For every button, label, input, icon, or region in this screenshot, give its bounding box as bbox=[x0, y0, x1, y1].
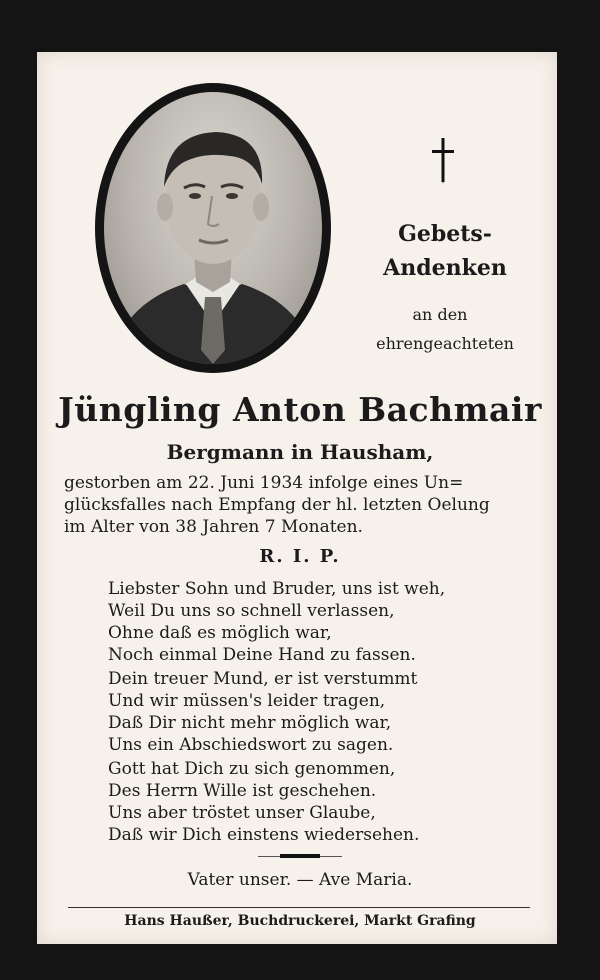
heading-andenken: Andenken bbox=[383, 255, 507, 281]
occupation-line: Bergmann in Hausham, bbox=[166, 440, 434, 464]
memorial-portrait bbox=[104, 92, 322, 364]
verse-line: Liebster Sohn und Bruder, uns ist weh, bbox=[108, 579, 446, 599]
heading-gebets: Gebets- bbox=[398, 221, 492, 247]
deceased-name: Jüngling Anton Bachmair bbox=[58, 390, 542, 429]
dagger-cross-icon bbox=[428, 136, 458, 186]
verse-line: Daß Dir nicht mehr möglich war, bbox=[108, 713, 392, 733]
verse-line: Uns aber tröstet unser Glaube, bbox=[108, 803, 376, 823]
verse-2 bbox=[108, 668, 528, 756]
verse-line: Weil Du uns so schnell verlassen, bbox=[108, 601, 395, 621]
verse-line: Uns ein Abschiedswort zu sagen. bbox=[108, 735, 394, 755]
intro-line-an-den: an den bbox=[412, 305, 468, 324]
verse-line: Ohne daß es möglich war, bbox=[108, 623, 332, 643]
divider-thick-rule bbox=[280, 854, 320, 858]
prayer-line: Vater unser. — Ave Maria. bbox=[187, 870, 413, 890]
death-line: im Alter von 38 Jahren 7 Monaten. bbox=[64, 517, 363, 537]
verse-line: Daß wir Dich einstens wiedersehen. bbox=[108, 825, 420, 845]
death-line: gestorben am 22. Juni 1934 infolge eines Un= bbox=[64, 473, 464, 493]
intro-line-ehrengeachteten: ehrengeachteten bbox=[376, 334, 514, 353]
verse-3 bbox=[108, 758, 528, 846]
verse-line: Und wir müssen's leider tragen, bbox=[108, 691, 386, 711]
verse-line: Noch einmal Deine Hand zu fassen. bbox=[108, 645, 416, 665]
death-line: glücksfalles nach Empfang der hl. letzten Oelung bbox=[64, 495, 490, 515]
death-paragraph bbox=[64, 472, 532, 538]
verse-1 bbox=[108, 578, 528, 666]
ornamental-divider bbox=[258, 854, 342, 858]
verse-line: Des Herrn Wille ist geschehen. bbox=[108, 781, 377, 801]
verse-line: Gott hat Dich zu sich genommen, bbox=[108, 759, 396, 779]
verse-line: Dein treuer Mund, er ist verstummt bbox=[108, 669, 418, 689]
rip-label: R. I. P. bbox=[259, 546, 341, 567]
printer-imprint: Hans Haußer, Buchdruckerei, Markt Grafing bbox=[124, 913, 476, 929]
footer-rule bbox=[68, 907, 530, 908]
